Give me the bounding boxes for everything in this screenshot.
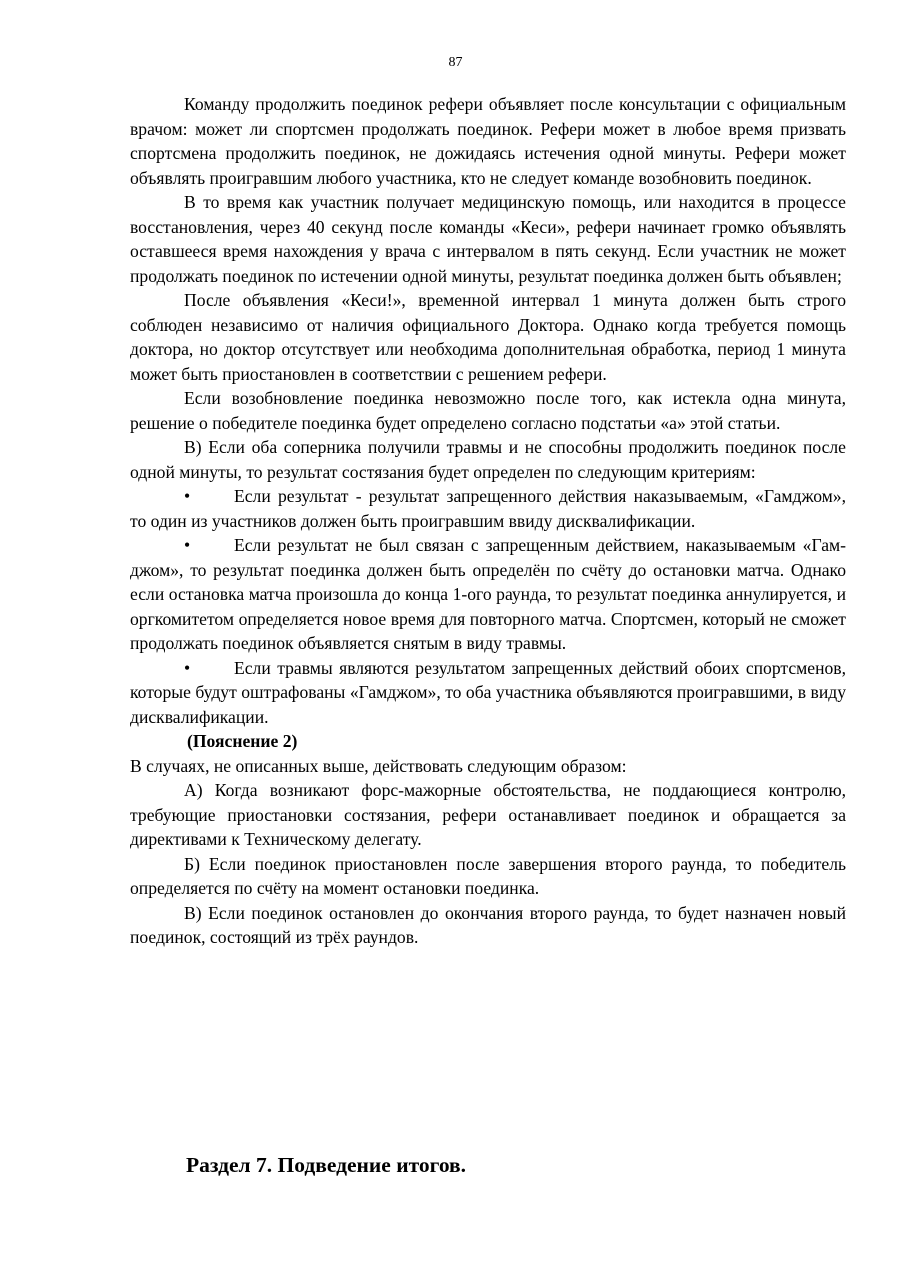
paragraph-medical-help: В то время как участник получает медицинскую помощь, или находится в процессе восстановления, через 40 секунд после команды «Кеси», рефери начинает громко объявлять оставшееся время нахождения у врача с интервалом в пять секунд. Если участник не может продолжать поединок по истечении одной минуты, результат поединка должен быть объявлен;: [130, 192, 846, 286]
bullet-icon: •: [184, 657, 191, 678]
section-heading: Раздел 7. Подведение итогов.: [186, 1153, 467, 1177]
bullet-text: Если результат - результат запрещенного действия наказываемым, «Гамджом», то один из участников должен быть проигравшим ввиду дисквалификации.: [130, 486, 846, 531]
document-body: [130, 92, 846, 950]
bullet-icon: •: [184, 486, 191, 506]
note-item-a: А) Когда возникают форс-мажорные обстоятельства, не поддающиеся контролю, требующие приостановки состязания, рефери останавливает поединок и обращается за директивами к Техническому делегату.: [130, 780, 846, 849]
note-item-v: В) Если поединок остановлен до окончания второго раунда, то будет назначен новый поединок, состоящий из трёх раундов.: [130, 902, 846, 947]
bullet-item: [130, 484, 846, 533]
paragraph-resumption-impossible: Если возобновление поединка невозможно после того, как истекла одна минута, решение о победителе поединка будет определено согласно подстатьи «а» этой статьи.: [130, 388, 846, 433]
bullet-text: Если результат не был связан с запрещенным действием, наказываемым «Гам-джом», то результат поединка должен быть определён по счёту до остановки матча. Однако если остановка матча произошла до конца 1-ого раунда, то результат поединка аннулируется, и оргкомитетом определяется новое время для повторного матча. Спортсмен, который не сможет продолжать поединок объявляется снятым в виду травмы.: [130, 535, 846, 653]
note-item-b: Б) Если поединок приостановлен после завершения второго раунда, то победитель определяется по счёту на момент остановки поединка.: [130, 853, 846, 898]
paragraph-referee-command: Команду продолжить поединок рефери объявляет после консультации с официальным врачом: может ли спортсмен продолжать поединок. Рефери может в любое время призвать спортсмена продолжить поединок, не дожидаясь истечения одной минуты. Рефери может объявлять проигравшим любого участника, кто не следует команде возобновить поединок.: [130, 94, 846, 188]
note-heading: (Пояснение 2): [187, 731, 298, 751]
paragraph-kesi-interval: После объявления «Кеси!», временной интервал 1 минута должен быть строго соблюден независимо от наличия официального Доктора. Однако когда требуется помощь доктора, но доктор отсутствует или необходима дополнительная обработка, период 1 минута может быть приостановлен в соответствии с решением рефери.: [130, 290, 846, 384]
bullet-item: [130, 656, 846, 730]
page-number: 87: [448, 55, 463, 70]
bullet-icon: •: [184, 535, 191, 555]
bullet-text: Если травмы являются результатом запрещенных действий обоих спортсменов, которые будут оштрафованы «Гамджом», то оба участника объявляются проигравшими, в виду дисквалификации.: [130, 657, 846, 727]
paragraph-both-injured: В) Если оба соперника получили травмы и не способны продолжить поединок после одной минуты, то результат состязания будет определен по следующим критериям:: [130, 437, 846, 482]
bullet-item: [130, 533, 846, 656]
note-intro: В случаях, не описанных выше, действовать следующим образом:: [130, 755, 627, 776]
